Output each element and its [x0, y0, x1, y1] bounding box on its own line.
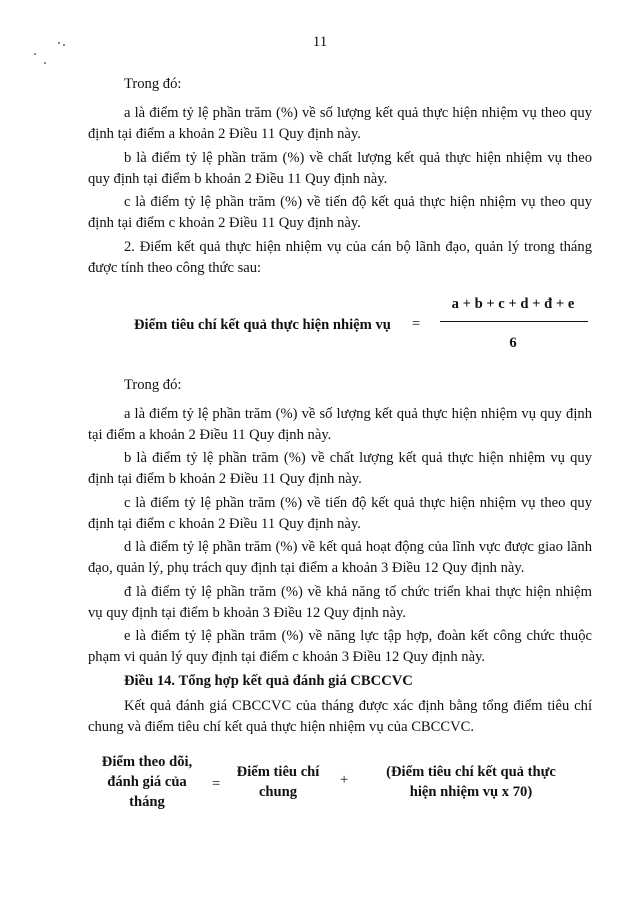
section1-item-c: c là điểm tỷ lệ phần trăm (%) về tiến độ kết quả thực hiện nhiệm vụ theo quy định tại điểm c khoản 2 Điều 11 Quy định này. — [88, 194, 592, 231]
section2-item-e: e là điểm tỷ lệ phần trăm (%) về năng lực tập hợp, đoàn kết công chức thuộc phạm vi quản lý quy định tại điểm c khoản 3 Điều 12 Quy định này. — [88, 628, 592, 665]
page-number: 11 — [312, 34, 328, 50]
formula1-numerator: a + b + c + d + đ + e — [451, 295, 575, 312]
clause-2: 2. Điểm kết quả thực hiện nhiệm vụ của cán bộ lãnh đạo, quản lý trong tháng được tính theo công thức sau: — [88, 238, 592, 276]
formula1-denominator: 6 — [509, 334, 517, 351]
formula-monthly-score — [88, 752, 592, 832]
formula-task-result — [88, 286, 592, 356]
section2-intro: Trong đó: — [124, 376, 182, 393]
formula2-right-line: hiện nhiệm vụ x 70) — [409, 783, 533, 800]
formula2-equals: = — [212, 775, 221, 792]
article-14-body: Kết quả đánh giá CBCCVC của tháng được xác định bằng tổng điểm tiêu chí chung và điểm tiêu chí kết quả thực hiện nhiệm vụ của CBCCVC. — [88, 697, 592, 735]
document-body — [88, 74, 592, 832]
formula1-label: Điểm tiêu chí kết quả thực hiện nhiệm vụ — [134, 316, 391, 333]
section2-item-a: a là điểm tỷ lệ phần trăm (%) về số lượng kết quả thực hiện nhiệm vụ quy định tại điểm a khoản 2 Điều 11 Quy định này. — [88, 405, 592, 443]
formula2-right-line: (Điểm tiêu chí kết quả thực — [386, 763, 556, 780]
section2-item-d: d là điểm tỷ lệ phần trăm (%) về kết quả hoạt động của lĩnh vực được giao lãnh đạo, quản lý, phụ trách quy định tại điểm a khoản 3 Điều 12 Quy định này. — [88, 539, 592, 576]
formula2-left — [88, 752, 206, 812]
formula2-middle — [226, 762, 330, 802]
section2-item-dd: đ là điểm tỷ lệ phần trăm (%) về khả năng tổ chức triển khai thực hiện nhiệm vụ quy định tại điểm b khoản 3 Điều 12 Quy định này. — [88, 583, 592, 621]
formula2-left-line: đánh giá của — [107, 773, 187, 790]
fraction-bar — [440, 321, 588, 322]
formula2-left-line: Điểm theo dõi, — [101, 753, 193, 770]
section2-item-c: c là điểm tỷ lệ phần trăm (%) về tiến độ kết quả thực hiện nhiệm vụ theo quy định tại điểm c khoản 2 Điều 11 Quy định này. — [88, 494, 592, 532]
article-14-heading: Điều 14. Tổng hợp kết quả đánh giá CBCCVC — [124, 672, 413, 689]
formula2-left-line: tháng — [129, 793, 165, 810]
formula2-plus: + — [340, 771, 349, 788]
formula2-middle-line: chung — [258, 783, 298, 800]
section1-item-b: b là điểm tỷ lệ phần trăm (%) về chất lượng kết quả thực hiện nhiệm vụ theo quy định tại điểm b khoản 2 Điều 11 Quy định này. — [88, 149, 592, 187]
section1-item-a: a là điểm tỷ lệ phần trăm (%) về số lượng kết quả thực hiện nhiệm vụ theo quy định tại điểm a khoản 2 Điều 11 Quy định này. — [88, 105, 592, 142]
formula1-equals: = — [412, 315, 421, 332]
formula2-right — [378, 762, 564, 802]
section1-intro: Trong đó: — [124, 76, 182, 92]
section2-item-b: b là điểm tỷ lệ phần trăm (%) về chất lượng kết quả thực hiện nhiệm vụ quy định tại điểm b khoản 2 Điều 11 Quy định này. — [88, 450, 592, 487]
formula2-middle-line: Điểm tiêu chí — [236, 763, 320, 780]
